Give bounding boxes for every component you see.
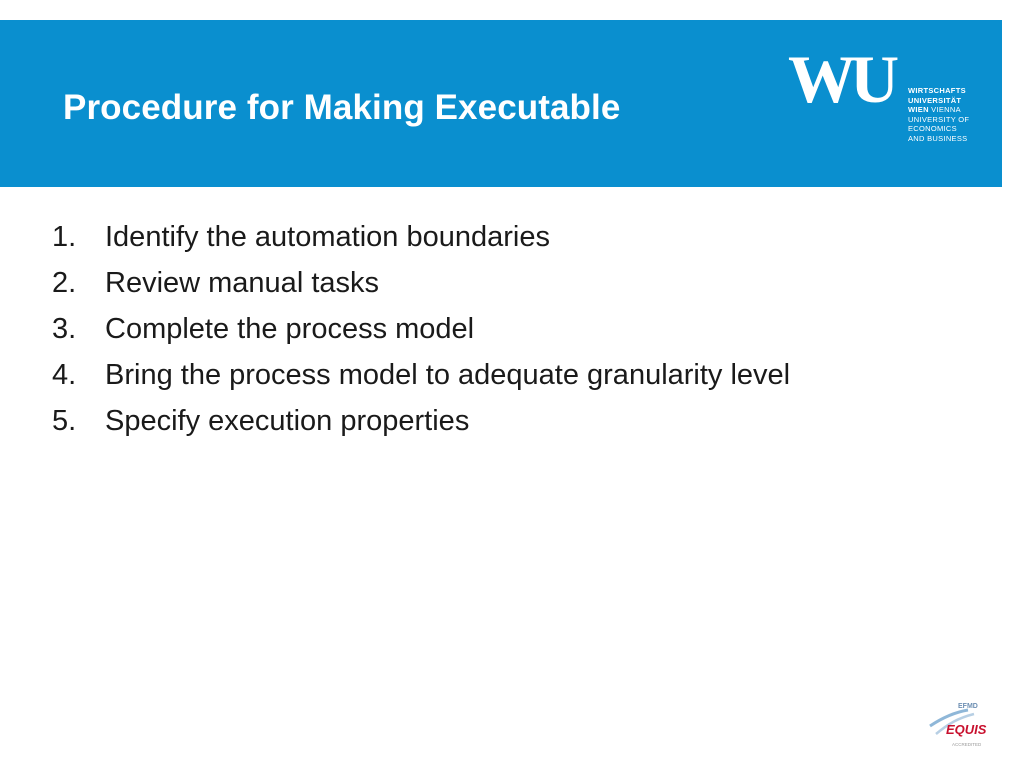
step-number: 3. [52, 312, 77, 345]
equis-logo-icon [928, 694, 987, 750]
svg-text:EQUIS: EQUIS [946, 722, 987, 737]
university-name [908, 86, 969, 144]
steps-list [52, 214, 790, 444]
list-item [52, 352, 790, 398]
university-name-line2: UNIVERSITÄT [908, 95, 962, 105]
list-item [52, 306, 790, 352]
step-number: 1. [52, 220, 77, 253]
university-name-line3: WIEN VIENNA [908, 105, 961, 115]
step-text: Review manual tasks [105, 266, 379, 299]
step-number: 2. [52, 266, 77, 299]
step-number: 5. [52, 404, 77, 437]
university-name-line5: ECONOMICS [908, 124, 957, 134]
step-text: Specify execution properties [105, 404, 470, 437]
step-text: Identify the automation boundaries [105, 220, 550, 253]
university-name-line4: UNIVERSITY OF [908, 114, 970, 124]
svg-text:WU: WU [788, 41, 894, 117]
list-item [52, 214, 790, 260]
step-text: Bring the process model to adequate granularity level [105, 358, 791, 391]
university-name-line1: WIRTSCHAFTS [908, 86, 966, 95]
step-number: 4. [52, 358, 77, 391]
svg-text:EFMD: EFMD [958, 703, 978, 710]
slide-title: Procedure for Making Executable [63, 88, 621, 127]
wu-logo-icon [788, 41, 918, 117]
university-name-line6: AND BUSINESS [908, 133, 968, 143]
step-text: Complete the process model [105, 312, 475, 345]
list-item [52, 398, 790, 444]
svg-text:ACCREDITED: ACCREDITED [952, 742, 982, 747]
list-item [52, 260, 790, 306]
